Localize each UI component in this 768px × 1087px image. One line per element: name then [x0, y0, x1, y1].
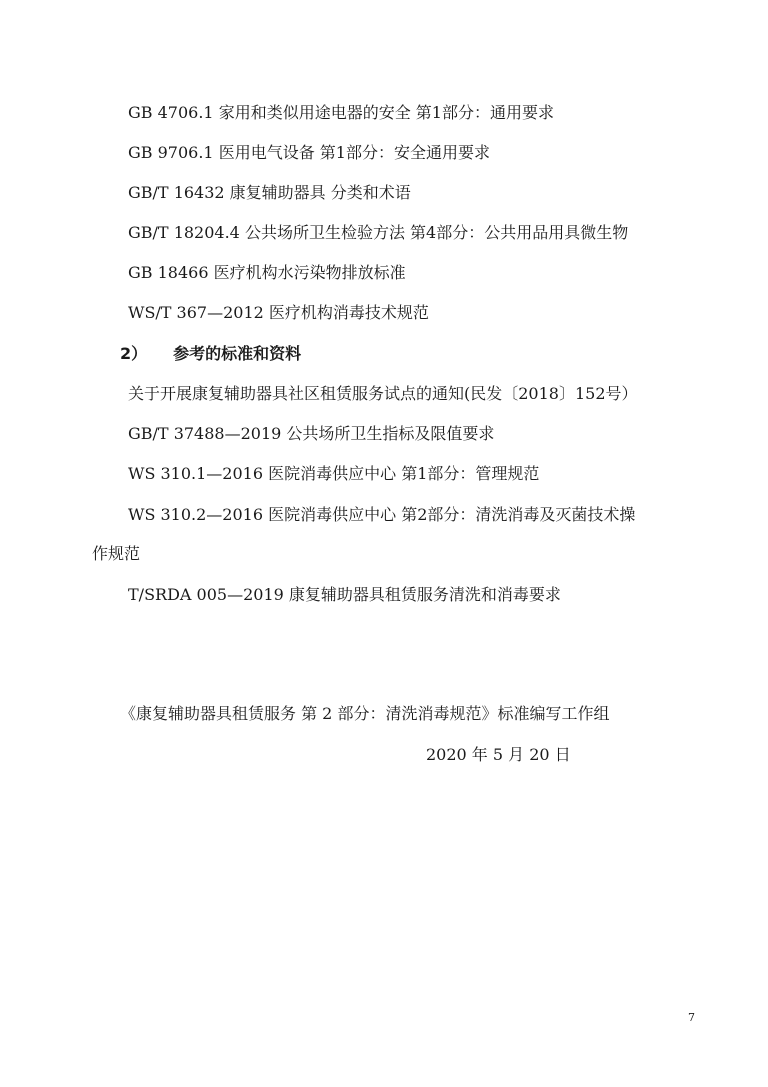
reference-line: 关于开展康复辅助器具社区租赁服务试点的通知(民发〔2018〕152号） [128, 384, 638, 403]
reference-line: GB 18466 医疗机构水污染物排放标准 [128, 263, 406, 282]
reference-line: GB/T 16432 康复辅助器具 分类和术语 [128, 183, 411, 202]
reference-line: WS 310.2—2016 医院消毒供应中心 第2部分：清洗消毒及灭菌技术操 [128, 505, 636, 524]
reference-line: WS 310.1—2016 医院消毒供应中心 第1部分：管理规范 [128, 464, 540, 483]
page-number: 7 [688, 1011, 695, 1024]
reference-line: GB/T 37488—2019 公共场所卫生指标及限值要求 [128, 424, 495, 443]
reference-line: T/SRDA 005—2019 康复辅助器具租赁服务清洗和消毒要求 [128, 585, 561, 604]
drafting-group: 《康复辅助器具租赁服务 第 2 部分：清洗消毒规范》标准编写工作组 [120, 704, 610, 723]
section-title: 参考的标准和资料 [173, 344, 302, 363]
reference-line: GB 4706.1 家用和类似用途电器的安全 第1部分：通用要求 [128, 103, 554, 122]
reference-line: GB/T 18204.4 公共场所卫生检验方法 第4部分：公共用品用具微生物 [128, 223, 629, 242]
reference-line: GB 9706.1 医用电气设备 第1部分：安全通用要求 [128, 143, 490, 162]
section-heading [120, 343, 301, 365]
reference-line-continuation: 作规范 [92, 544, 141, 563]
reference-line: WS/T 367—2012 医疗机构消毒技术规范 [128, 303, 429, 322]
signature-date: 2020 年 5 月 20 日 [426, 745, 571, 764]
section-number: 2） [120, 344, 148, 363]
